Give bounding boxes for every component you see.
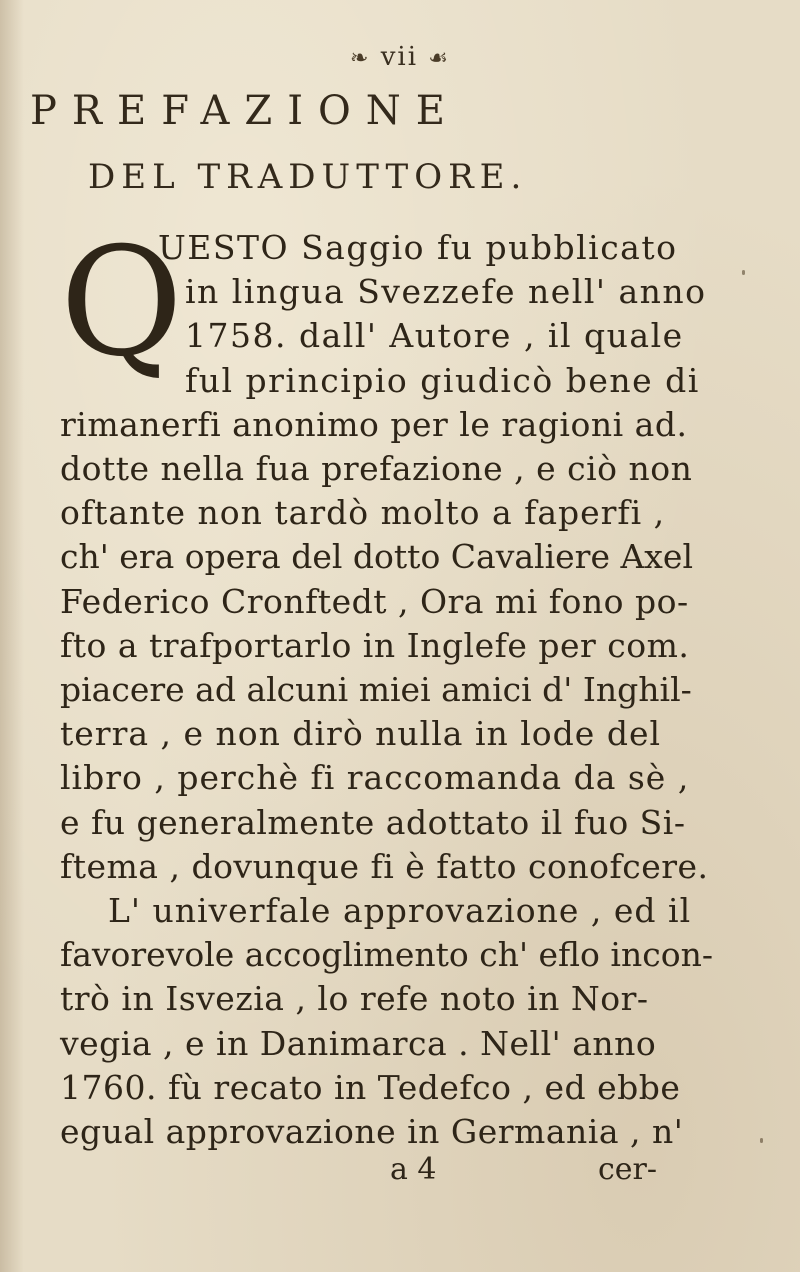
title-del-traduttore: DEL TRADUTTORE. bbox=[88, 157, 528, 197]
text-line-10: fto a trafportarlo in Inglefe per com. bbox=[60, 625, 690, 665]
text-line-13: libro , perchè fi raccomanda da sè , bbox=[60, 758, 690, 798]
text-line-1: UESTO Saggio fu pubblicato bbox=[158, 228, 678, 267]
text-line-5: rimanerfi anonimo per le ragioni ad. bbox=[60, 404, 688, 444]
drop-cap-letter: Q bbox=[60, 216, 183, 390]
text-line-21: egual approvazione in Germania , n' bbox=[60, 1112, 684, 1151]
text-line-7: oftante non tardò molto a faperfi , bbox=[60, 493, 666, 533]
text-line-15: ftema , dovunque fi è fatto conofcere. bbox=[60, 846, 709, 886]
text-line-8: ch' era opera del dotto Cavaliere Axel bbox=[60, 537, 693, 577]
paper-speck bbox=[760, 1138, 763, 1143]
signature-mark: a 4 bbox=[390, 1152, 437, 1187]
catchword: cer- bbox=[598, 1152, 658, 1187]
text-line-18: trò in Isvezia , lo refe noto in Nor- bbox=[60, 979, 649, 1019]
text-line-19: vegia , e in Danimarca . Nell' anno bbox=[60, 1023, 657, 1063]
text-line-2: in lingua Svezzefe nell' anno bbox=[185, 272, 707, 312]
text-line-17: favorevole accoglimento ch' eflo incon- bbox=[60, 935, 713, 975]
paper-speck bbox=[742, 270, 745, 275]
text-line-20: 1760. fù recato in Tedefco , ed ebbe bbox=[60, 1067, 681, 1107]
left-ornament-icon: ❧ bbox=[349, 46, 371, 71]
text-line-14: e fu generalmente adottato il fuo Si- bbox=[60, 802, 686, 842]
text-line-4: ful principio giudicò bene di bbox=[185, 360, 700, 400]
text-line-9: Federico Cronftedt , Ora mi fono po- bbox=[60, 581, 689, 621]
title-prefazione: PREFAZIONE bbox=[30, 88, 460, 134]
text-line-6: dotte nella fua prefazione , e ciò non bbox=[60, 449, 693, 488]
text-line-16: L' univerfale approvazione , ed il bbox=[108, 891, 692, 930]
text-line-12: terra , e non dirò nulla in lode del bbox=[60, 714, 662, 754]
text-line-11: piacere ad alcuni miei amici d' Inghil- bbox=[60, 670, 692, 709]
right-ornament-icon: ☙ bbox=[428, 46, 451, 71]
page-number: vii bbox=[380, 42, 419, 72]
text-line-3: 1758. dall' Autore , il quale bbox=[185, 316, 684, 356]
